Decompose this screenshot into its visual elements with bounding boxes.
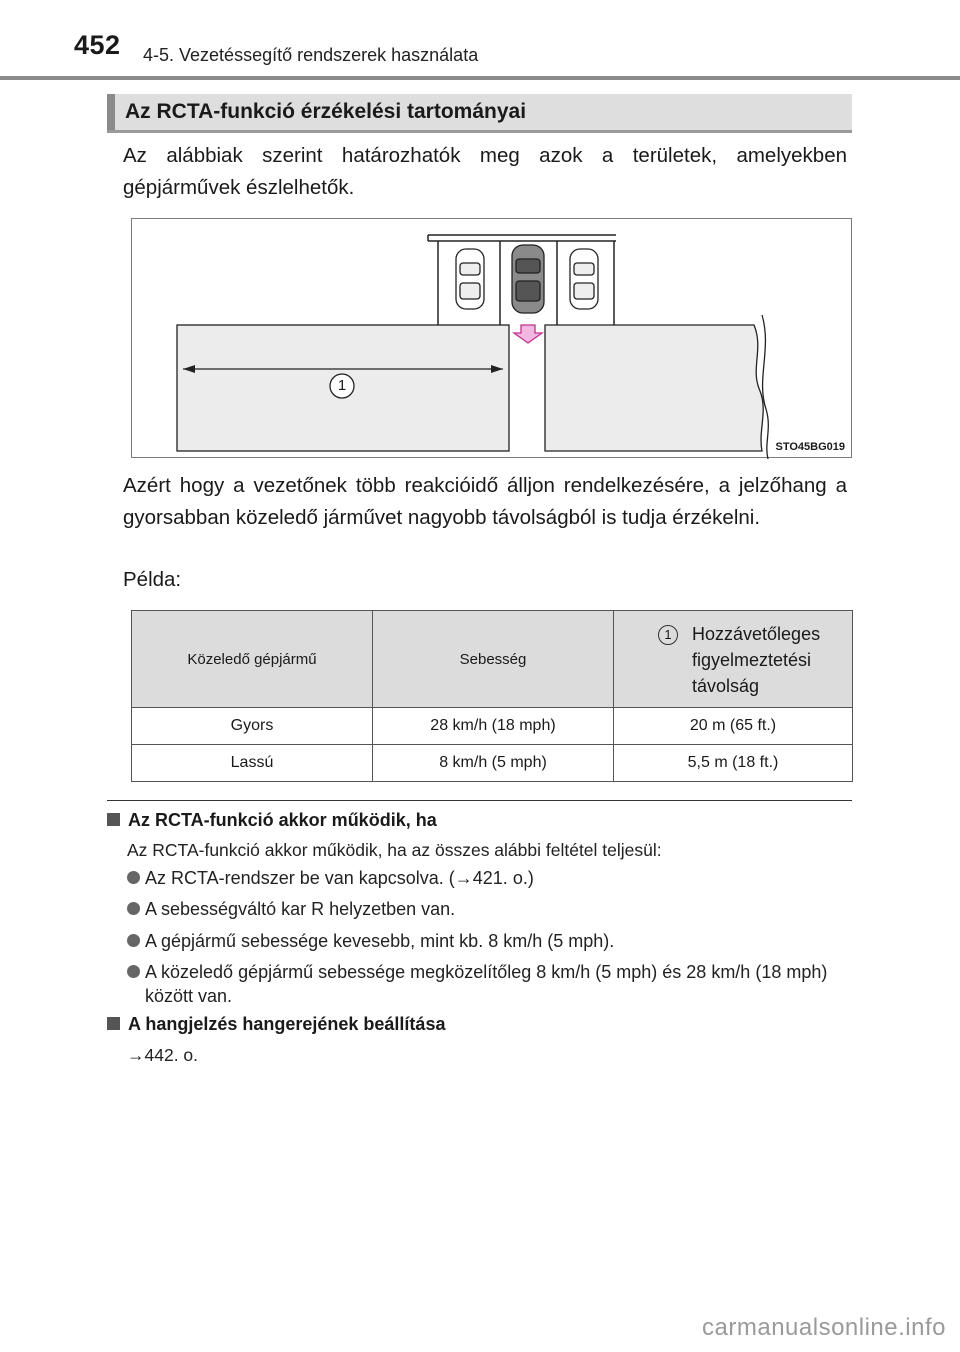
operation-heading [107, 810, 437, 831]
example-table [131, 610, 853, 782]
round-bullet-icon [127, 934, 140, 947]
round-bullet-icon [127, 902, 140, 915]
square-bullet-icon [107, 1017, 120, 1030]
figure-code: STO45BG019 [775, 441, 845, 453]
section-title: Az RCTA-funkció érzékelési tartományai [107, 94, 852, 130]
list-item-text: A sebességváltó kar R helyzetben van. [145, 899, 456, 919]
square-bullet-icon [107, 813, 120, 826]
page-number: 452 [74, 30, 121, 60]
list-item-text: A közeledő gépjármű sebessége megközelítőleg 8 km/h (5 mph) és 28 km/h (18 mph) között van. [145, 962, 828, 1006]
table-row [132, 708, 853, 745]
operation-lead: Az RCTA-funkció akkor működik, ha az összes alábbi feltétel teljesül: [127, 840, 662, 860]
volume-heading [107, 1014, 445, 1035]
cell-vehicle: Gyors [132, 708, 373, 745]
list-item [127, 897, 857, 921]
header-warning-distance-text: Hozzávetőleges figyelmeztetési távolság [692, 624, 821, 696]
header-warning-distance [614, 611, 853, 708]
parked-car-right-icon [570, 249, 598, 309]
round-bullet-icon [127, 965, 140, 978]
list-item [127, 866, 857, 890]
detection-area-diagram [132, 219, 853, 459]
cell-distance: 20 m (65 ft.) [614, 708, 853, 745]
list-item [127, 929, 857, 953]
detection-zone-right [545, 325, 763, 451]
list-item-text: A gépjármű sebessége kevesebb, mint kb. 8 km/h (5 mph). [145, 931, 615, 951]
volume-heading-text: A hangjelzés hangerejének beállítása [128, 1014, 446, 1034]
section-divider [107, 800, 852, 801]
header-rule [0, 76, 960, 80]
volume-page-reference: →442. o. [127, 1045, 199, 1065]
cell-distance: 5,5 m (18 ft.) [614, 745, 853, 782]
own-vehicle-icon [512, 245, 544, 313]
list-item-text: Az RCTA-rendszer be van kapcsolva. (→421. o.) [145, 868, 534, 888]
section-title-underline [107, 130, 852, 133]
cell-speed: 28 km/h (18 mph) [373, 708, 614, 745]
cell-vehicle: Lassú [132, 745, 373, 782]
range-label-number: 1 [337, 377, 347, 394]
table-header-row [132, 611, 853, 708]
round-bullet-icon [127, 871, 140, 884]
reaction-time-paragraph: Azért hogy a vezetőnek több reakcióidő álljon rendelkezésére, a jelzőhang a gyorsabban közeledő járművet nagyobb távolságból is tudja érzékelni. [123, 474, 847, 529]
operation-heading-text: Az RCTA-funkció akkor működik, ha [128, 810, 437, 830]
parked-car-left-icon [456, 249, 484, 309]
watermark: carmanualsonline.info [702, 1314, 946, 1341]
header-circle-number: 1 [658, 625, 678, 645]
cell-speed: 8 km/h (5 mph) [373, 745, 614, 782]
example-label: Példa: [123, 568, 182, 591]
reverse-direction-arrow [514, 325, 542, 343]
table-row [132, 745, 853, 782]
header-approaching-vehicle: Közeledő gépjármű [132, 611, 373, 708]
chapter-title: 4-5. Vezetéssegítő rendszerek használata [143, 45, 479, 65]
list-item [127, 960, 857, 1008]
intro-paragraph: Az alábbiak szerint határozhatók meg azok a területek, amelyekben gépjárművek észlelhetők. [123, 144, 847, 199]
header-speed: Sebesség [373, 611, 614, 708]
detection-area-figure [131, 218, 852, 458]
